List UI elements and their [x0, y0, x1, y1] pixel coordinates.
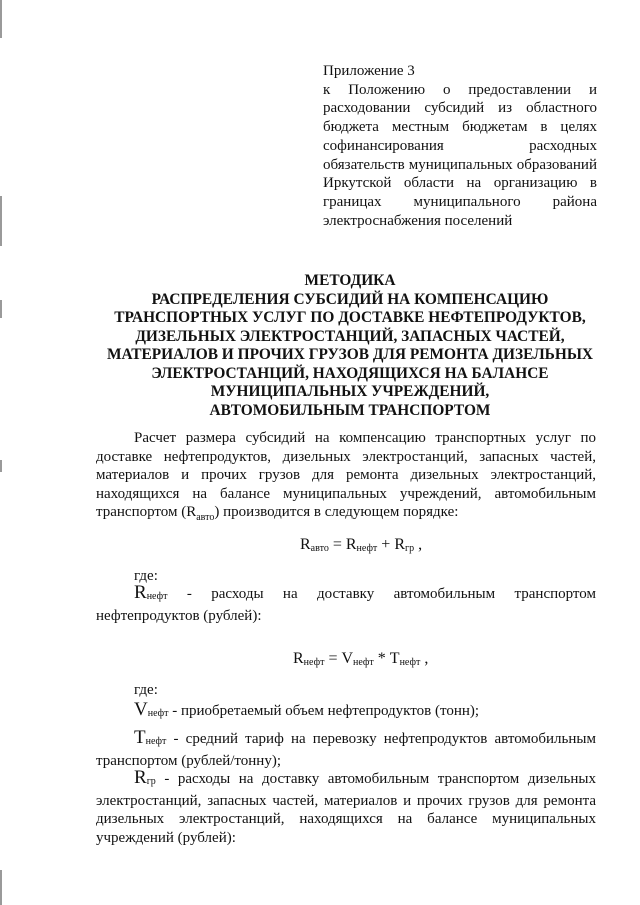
formula-r-neft: $R_{нефт} = V_{нефт} * T_{нефт}$ , — [293, 650, 429, 668]
scan-margin-marks — [0, 0, 2, 905]
title-line: МЕТОДИКА — [304, 272, 396, 289]
title-line: МУНИЦИПАЛЬНЫХ УЧРЕЖДЕНИЙ, — [210, 383, 490, 400]
where-label: где: — [134, 568, 158, 584]
where-label: где: — [134, 682, 158, 698]
title-line: МАТЕРИАЛОВ И ПРОЧИХ ГРУЗОВ ДЛЯ РЕМОНТА ДИЗЕЛЬНЫХ — [106, 346, 594, 363]
appendix-text: к Положению о предоставлении и расходовании субсидий из областного бюджета местным бюджетам в целях софинансирования расходных обязательств муниципальных образований Иркутской области на организацию в границах муниципального района электроснабжения поселений — [323, 81, 597, 229]
definition-v-neft: $V_{нефт}$ - приобретаемый объем нефтепродуктов (тонн); — [134, 699, 480, 720]
intro-paragraph: Расчет размера субсидий на компенсацию транспортных услуг по доставке нефтепродуктов, дизельных электростанций, запасных частей, материалов и прочих грузов для ремонта дизельных электростанций, находящихся на балансе муниципальных учреждений, автомобильным транспортом $(R_{авто})$ производится в следующем порядке: — [96, 430, 596, 524]
definition-r-neft: $R_{нефт}$ - расходы на доставку автомобильным транспортом нефтепродуктов (рублей): — [96, 582, 596, 624]
definition-t-neft: $T_{нефт}$ - средний тариф на перевозку нефтепродуктов автомобильным транспортом (рублей/тонну); — [96, 727, 596, 769]
title-line: АВТОМОБИЛЬНЫМ ТРАНСПОРТОМ — [209, 401, 491, 419]
document-title — [80, 272, 620, 420]
title-line: ДИЗЕЛЬНЫХ ЭЛЕКТРОСТАНЦИЙ, ЗАПАСНЫХ ЧАСТЕЙ, — [135, 327, 565, 345]
title-line: РАСПРЕДЕЛЕНИЯ СУБСИДИЙ НА КОМПЕНСАЦИЮ — [151, 290, 549, 308]
formula-r-auto: $R_{авто} = R_{нефт} + R_{гр}$ , — [300, 536, 423, 554]
appendix-number: Приложение 3 — [323, 63, 415, 79]
appendix-note — [323, 62, 597, 230]
title-line: ТРАНСПОРТНЫХ УСЛУГ ПО ДОСТАВКЕ НЕФТЕПРОДУКТОВ, — [114, 309, 586, 326]
title-line: ЭЛЕКТРОСТАНЦИЙ, НАХОДЯЩИХСЯ НА БАЛАНСЕ — [151, 364, 549, 382]
definition-r-gr: $R_{гр}$ - расходы на доставку автомобильным транспортом дизельных электростанций, запасных частей, материалов и прочих грузов для ремонта дизельных электростанций, находящихся на балансе муниципальных учреждений (рублей): — [96, 767, 596, 846]
